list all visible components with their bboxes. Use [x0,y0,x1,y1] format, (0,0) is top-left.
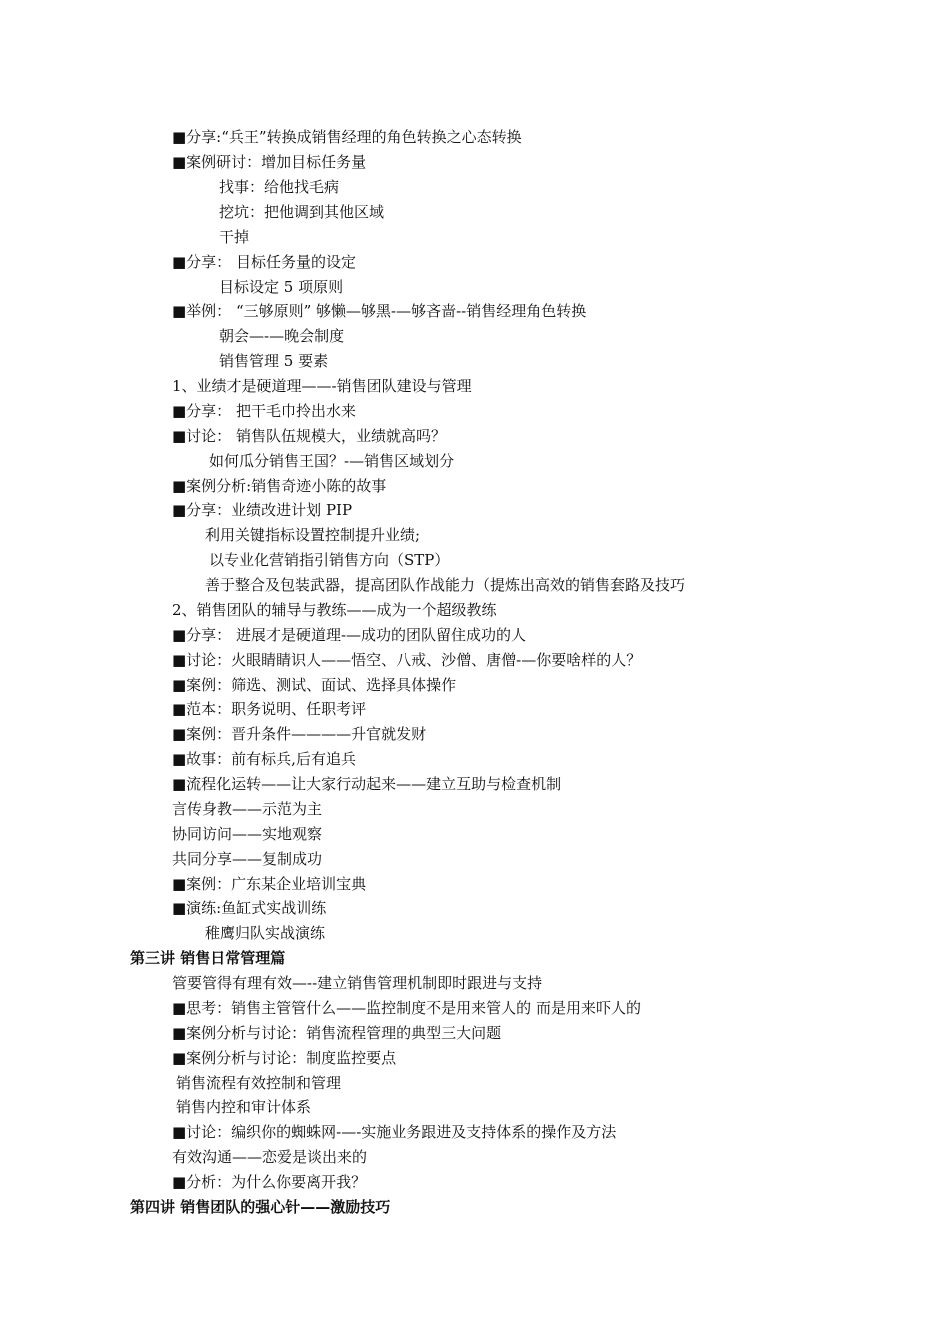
text-line: ■分析：为什么你要离开我？ [172,1173,367,1191]
text-line: 稚鹰归队实战演练 [205,924,326,942]
text-line: ■案例分析与讨论：制度监控要点 [172,1049,397,1067]
section-heading-3: 第三讲 销售日常管理篇 [130,949,286,967]
text-line: ■演练:鱼缸式实战训练 [172,899,327,917]
text-line: ■分享： 把干毛巾拎出水来 [172,402,356,420]
text-line: ■案例：晋升条件————升官就发财 [172,725,427,743]
text-line: 销售管理 5 要素 [219,352,329,370]
text-line: ■案例分析与讨论：销售流程管理的典型三大问题 [172,1024,502,1042]
text-line: 销售内控和审计体系 [176,1098,312,1116]
text-line: 朝会—-—晚会制度 [219,327,345,345]
text-line: 干掉 [219,228,250,246]
text-line: ■范本：职务说明、任职考评 [172,700,367,718]
text-line: 以专业化营销指引销售方向（STP） [209,551,450,569]
text-line: ■案例：筛选、测试、面试、选择具体操作 [172,676,457,694]
text-line: 2、销售团队的辅导与教练——成为一个超级教练 [172,601,497,619]
text-line: 善于整合及包装武器，提高团队作战能力（提炼出高效的销售套路及技巧 [205,576,686,594]
text-line: ■讨论：编织你的蜘蛛网-—-实施业务跟进及支持体系的操作及方法 [172,1123,617,1141]
text-line: ■举例： “三够原则” 够懒—够黑-—够吝啬--销售经理角色转换 [172,302,587,320]
text-line: ■分享： 进展才是硬道理-—成功的团队留住成功的人 [172,626,527,644]
text-line: 言传身教——示范为主 [172,800,323,818]
text-line: ■讨论：火眼睛睛识人——悟空、八戒、沙僧、唐僧-—你要啥样的人？ [172,651,642,669]
text-line: 目标设定 5 项原则 [219,278,344,296]
text-line: ■案例研讨：增加目标任务量 [172,153,367,171]
text-line: ■分享:“兵王”转换成销售经理的角色转换之心态转换 [172,128,522,146]
text-line: 共同分享——复制成功 [172,850,323,868]
text-line: 销售流程有效控制和管理 [176,1074,342,1092]
text-line: 如何瓜分销售王国？-—销售区域划分 [209,452,455,470]
section-heading-4: 第四讲 销售团队的强心针——激励技巧 [130,1198,391,1216]
text-line: 1、业绩才是硬道理——-销售团队建设与管理 [172,377,472,395]
text-line: 挖坑：把他调到其他区域 [219,203,385,221]
text-line: ■案例分析:销售奇迹小陈的故事 [172,477,387,495]
text-line: 管要管得有理有效—--建立销售管理机制即时跟进与支持 [172,974,543,992]
text-line: 找事：给他找毛病 [219,178,340,196]
text-line: ■故事：前有标兵,后有追兵 [172,750,356,768]
text-line: ■思考：销售主管管什么——监控制度不是用来管人的 而是用来吓人的 [172,999,641,1017]
text-line: ■分享： 目标任务量的设定 [172,253,356,271]
text-line: 有效沟通——恋爱是谈出来的 [172,1148,368,1166]
text-line: ■讨论： 销售队伍规模大，业绩就高吗？ [172,427,446,445]
text-line: ■分享：业绩改进计划 PIP [172,501,353,519]
text-line: ■案例：广东某企业培训宝典 [172,875,367,893]
text-line: 协同访问——实地观察 [172,825,323,843]
text-line: ■流程化运转——让大家行动起来——建立互助与检查机制 [172,775,562,793]
text-line: 利用关键指标设置控制提升业绩; [205,526,421,544]
